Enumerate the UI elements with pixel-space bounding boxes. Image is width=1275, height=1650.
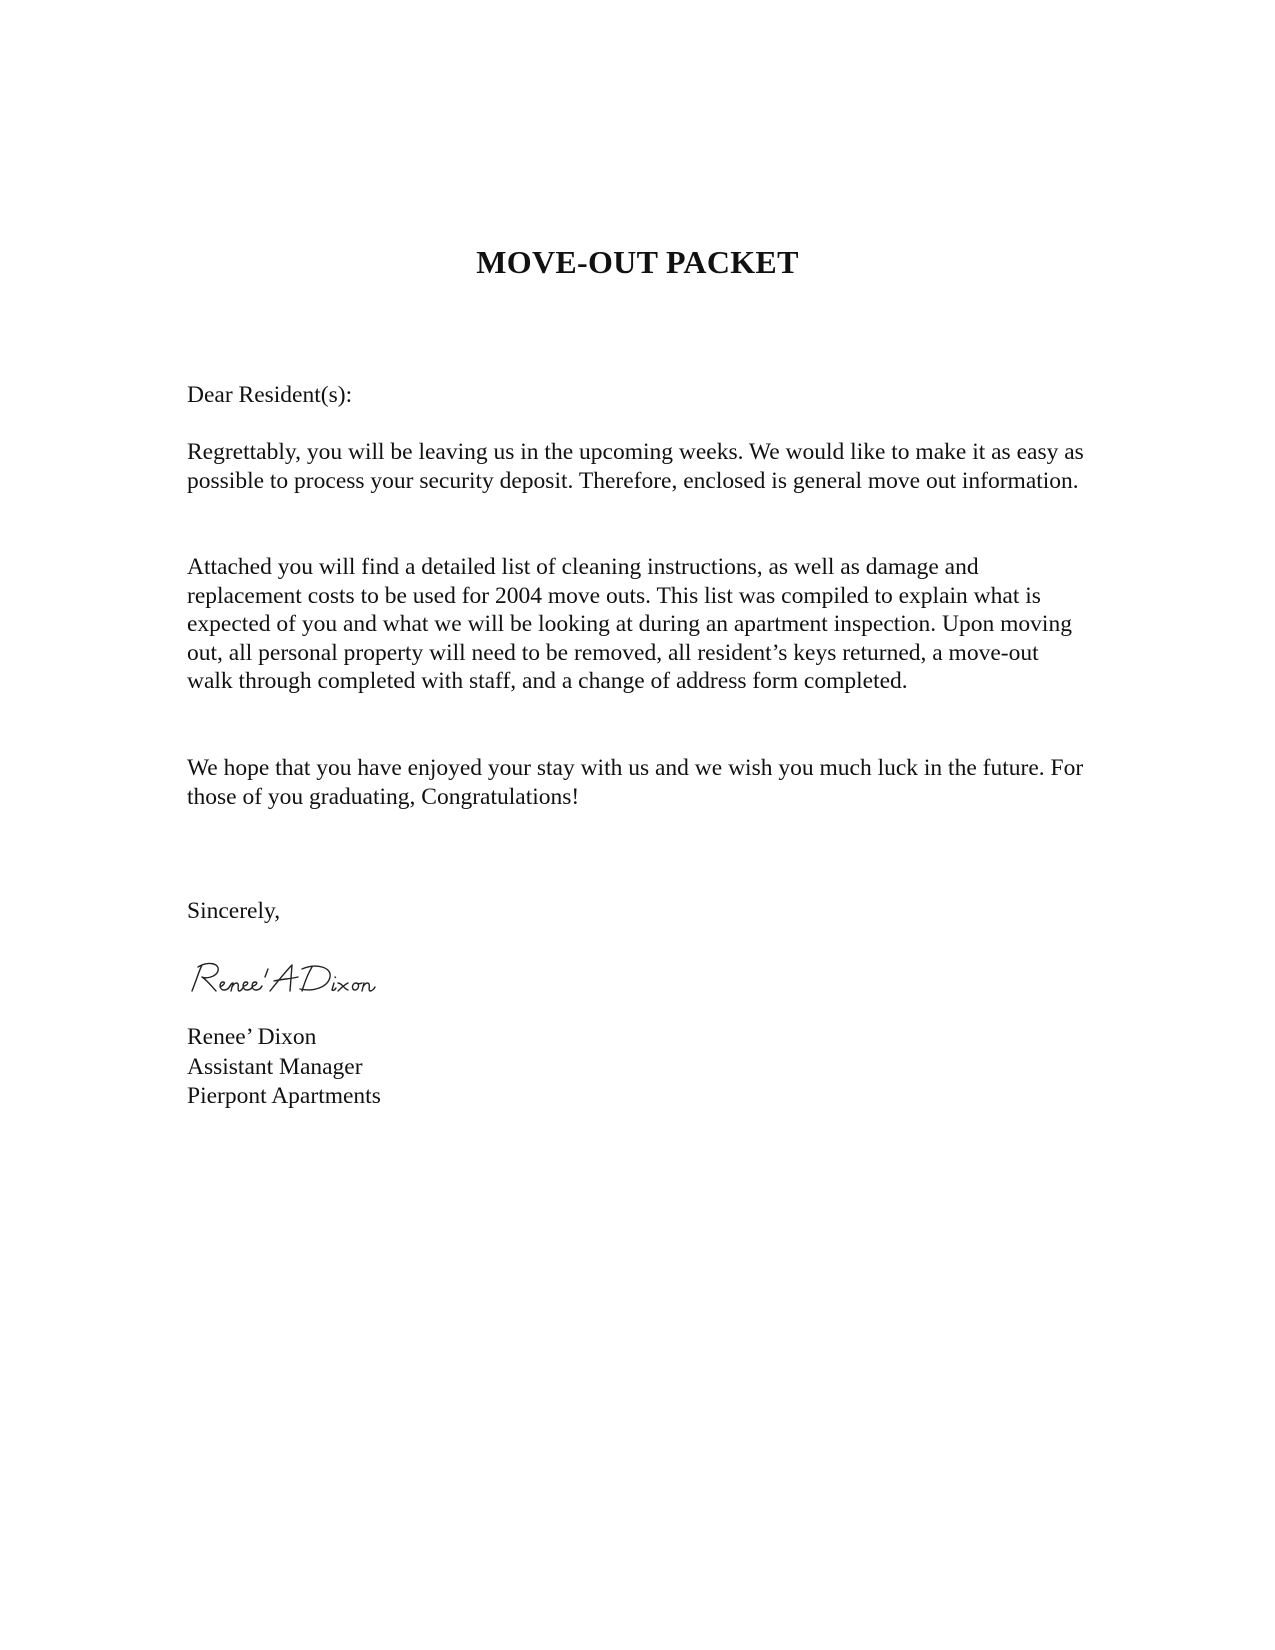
signer-name: Renee’ Dixon [187, 1024, 317, 1050]
greeting: Dear Resident(s): [187, 382, 353, 408]
handwritten-signature [186, 955, 406, 1003]
closing: Sincerely, [187, 898, 281, 924]
paragraph-instructions: Attached you will find a detailed list of cleaning instructions, as well as damage and replacement costs to be used for 2004 move outs. This list was compiled to explain what is expected of you and what we will be looking at during an apartment inspection. Upon moving out, all personal property will need to be removed, all resident’s keys returned, a move-out walk through completed with staff, and a change of address form completed. [187, 554, 1072, 694]
signer-organization: Pierpont Apartments [187, 1083, 381, 1109]
signature-block [187, 1023, 381, 1112]
signer-position: Assistant Manager [187, 1053, 363, 1080]
paragraph-farewell: We hope that you have enjoyed your stay with us and we wish you much luck in the future. For those of you graduating, Congratulations! [187, 755, 1084, 810]
document-title: MOVE-OUT PACKET [476, 244, 799, 280]
paragraph-intro: Regrettably, you will be leaving us in the upcoming weeks. We would like to make it as easy as possible to process your security deposit. Therefore, enclosed is general move out information. [187, 439, 1084, 494]
